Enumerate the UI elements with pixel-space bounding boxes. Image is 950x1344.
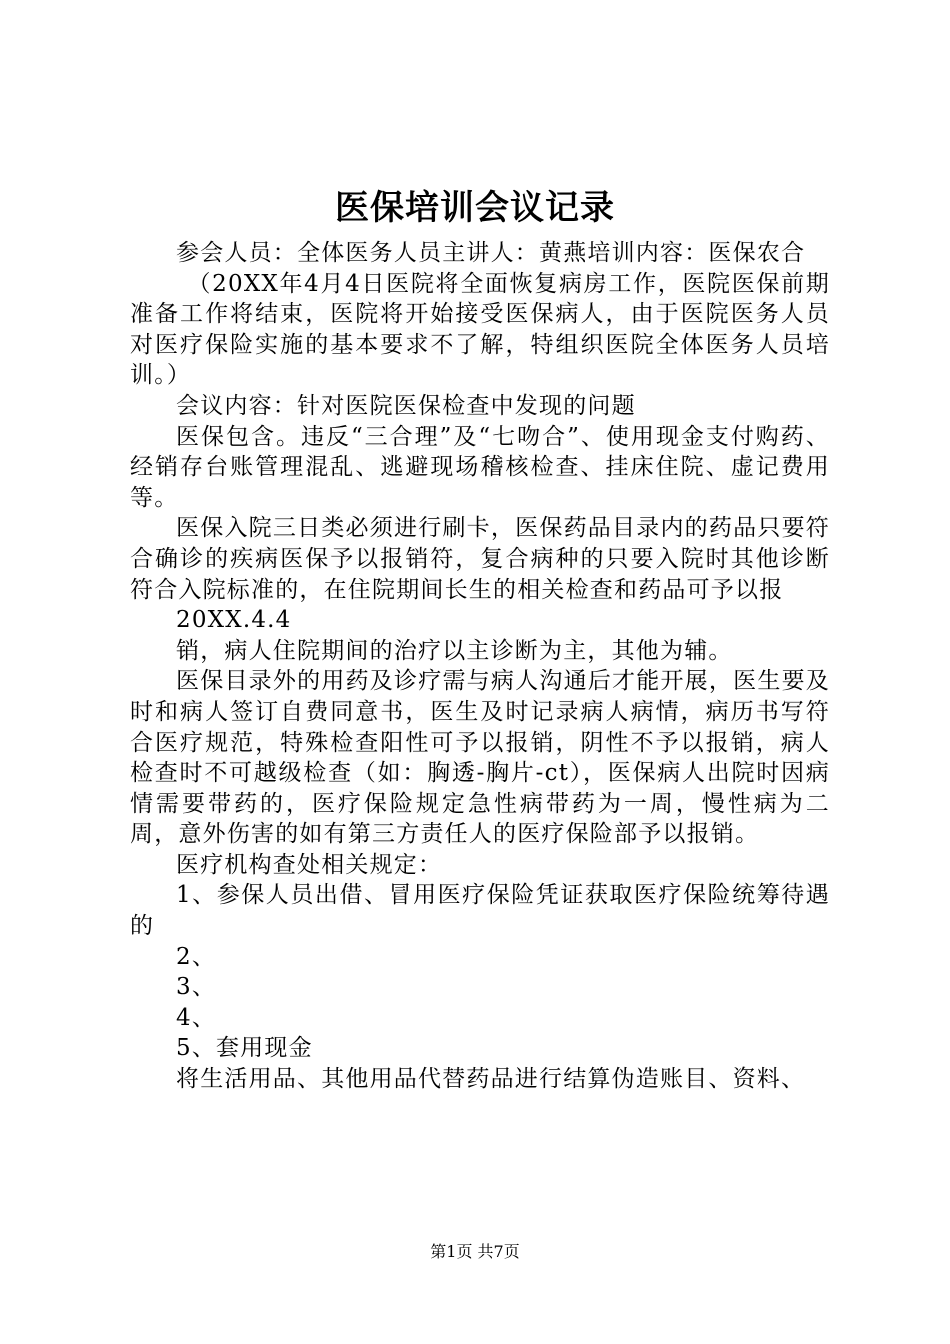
paragraph-out-of-catalog: 医保目录外的用药及诊疗需与病人沟通后才能开展，医生要及时和病人签订自费同意书，医生及时记录病人病情，病历书写符合医疗规范，特殊检查阳性可予以报销，阴性不予以报销，病人检查时不可越级检查（如：胸透-胸片-ct），医保病人出院时因病情需要带药的，医疗保险规定急性病带药为一周，慢性病为二周，意外伤害的如有第三方责任人的医疗保险部予以报销。 [130,668,830,848]
list-item-1: 1、参保人员出借、冒用医疗保险凭证获取医疗保险统筹待遇的 [130,882,830,940]
paragraph-regulations-heading: 医疗机构查处相关规定： [176,851,443,878]
paragraph-background: （20XX年4月4日医院将全面恢复病房工作，医院医保前期准备工作将结束，医院将开始接受医保病人，由于医院医务人员对医疗保险实施的基本要求不了解，特组织医院全体医务人员培训。） [130,270,830,389]
paragraph-admission-card: 医保入院三日类必须进行刷卡，医保药品目录内的药品只要符合确诊的疾病医保予以报销符，复合病种的只要入院时其他诊断符合入院标准的，在住院期间长生的相关检查和药品可予以报 [130,515,830,603]
paragraph-violations: 医保包含。违反“三合理”及“七吻合”、使用现金支付购药、经销存台账管理混乱、逃避现场稽核检查、挂床住院、虚记费用等。 [130,423,830,511]
list-item-2: 2、 [176,943,217,970]
paragraph-attendees: 参会人员：全体医务人员主讲人：黄燕培训内容：医保农合 [176,240,806,266]
paragraph-meeting-content: 会议内容：针对医院医保检查中发现的问题 [176,392,636,419]
paragraph-reimbursement: 销，病人住院期间的治疗以主诊断为主，其他为辅。 [176,637,733,664]
paragraph-substitution: 将生活用品、其他用品代替药品进行结算伪造账目、资料、 [176,1066,806,1093]
list-item-4: 4、 [176,1004,217,1031]
page-footer: 第1页 共7页 [430,1242,520,1261]
paragraph-date: 20XX.4.4 [176,607,292,634]
document-body [130,238,830,1095]
document-title: 医保培训会议记录 [335,188,615,228]
list-item-3: 3、 [176,974,217,1001]
list-item-5: 5、套用现金 [176,1035,313,1062]
